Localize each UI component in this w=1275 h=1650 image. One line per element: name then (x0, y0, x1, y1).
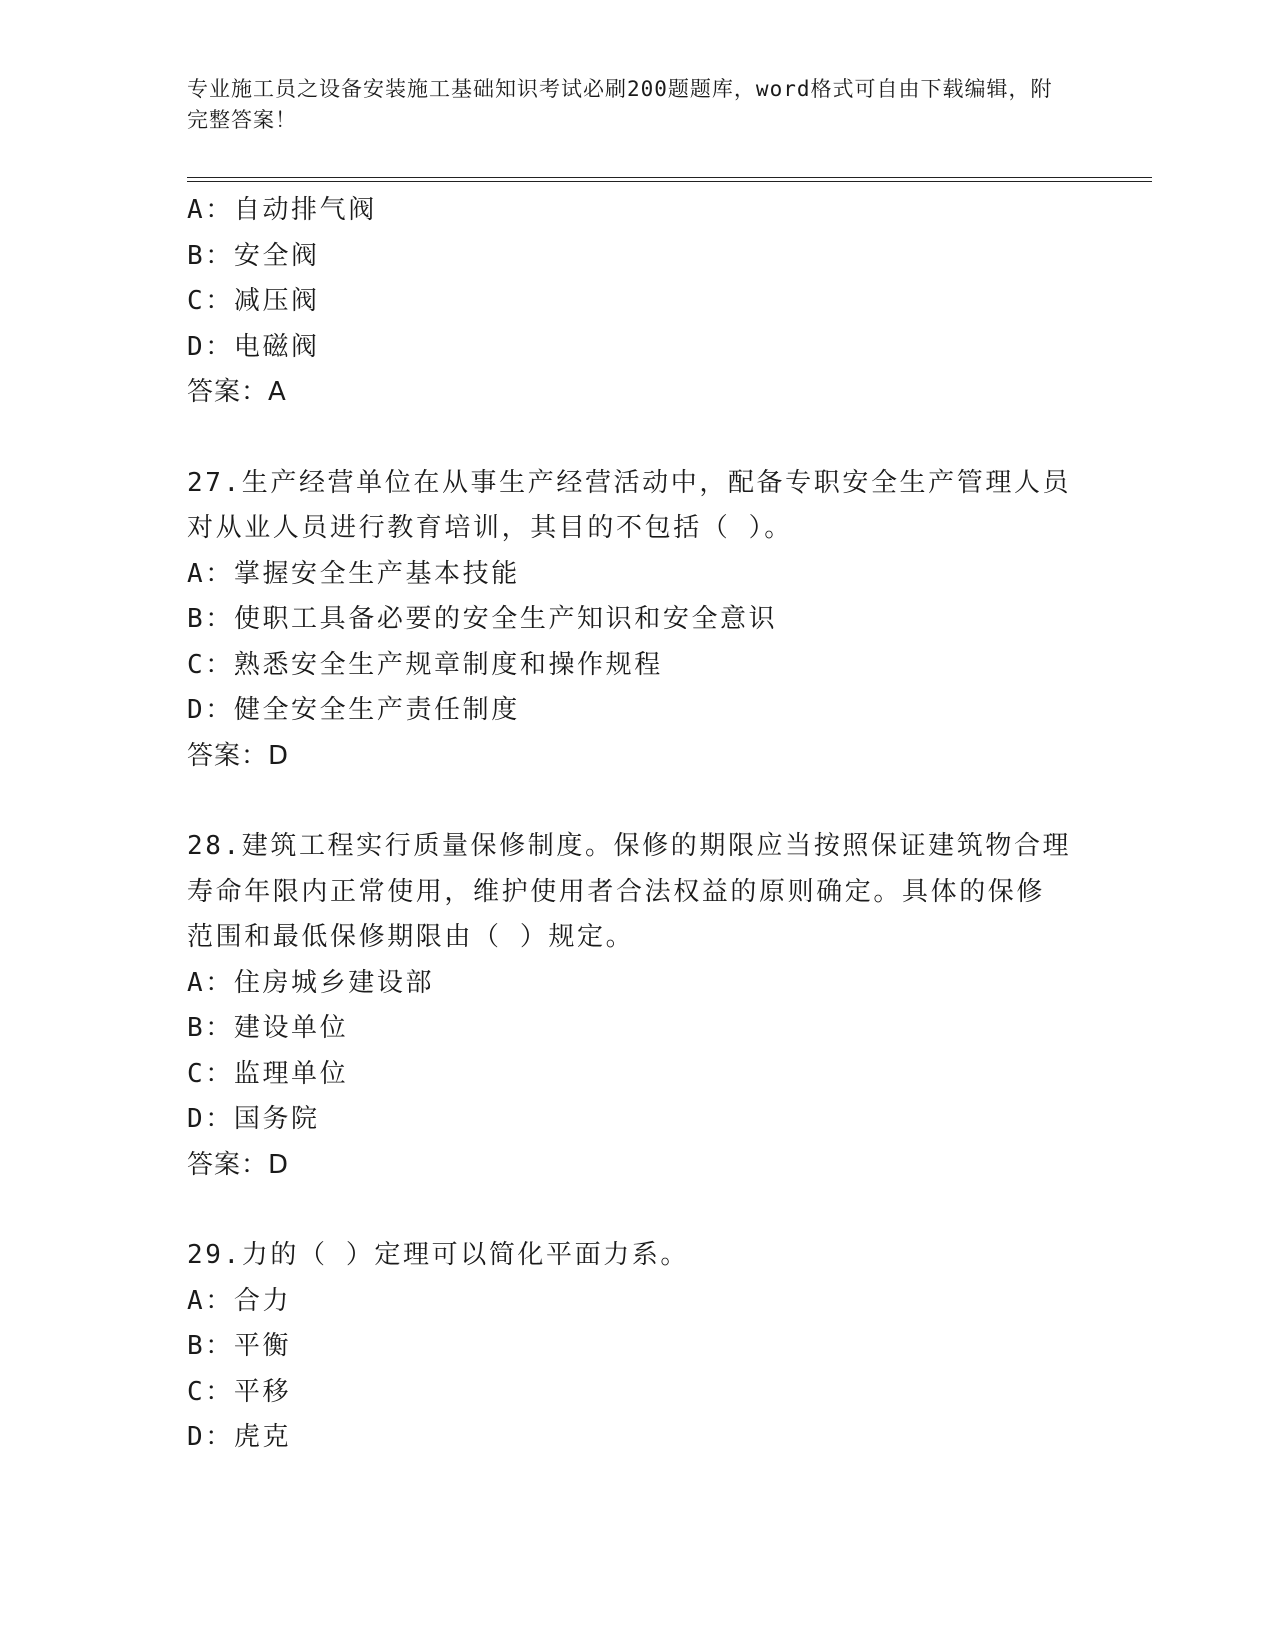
question-block-27 (187, 461, 1087, 780)
question-block-29 (187, 1233, 1087, 1461)
option-c: C：监理单位 (187, 1058, 349, 1089)
question-text-line: 范围和最低保修期限由（ ）规定。 (187, 922, 635, 952)
option-b: B：建设单位 (187, 1013, 349, 1043)
option-d: D：电磁阀 (187, 331, 320, 362)
option-a: A：掌握安全生产基本技能 (187, 558, 520, 589)
header-rule-top (187, 177, 1152, 178)
question-text-line: 29.力的（ ）定理可以简化平面力系。 (187, 1240, 690, 1270)
option-c: C：熟悉安全生产规章制度和操作规程 (187, 649, 663, 680)
option-c: C：平移 (187, 1376, 292, 1407)
option-a: A：住房城乡建设部 (187, 967, 435, 998)
question-block-26 (187, 188, 1087, 416)
option-d: D：虎克 (187, 1422, 292, 1452)
question-block-28 (187, 824, 1087, 1188)
option-a: A：合力 (187, 1285, 292, 1316)
answer-line: 答案：D (187, 740, 290, 771)
question-text-line: 寿命年限内正常使用，维护使用者合法权益的原则确定。具体的保修 (187, 876, 1046, 907)
option-d: D：健全安全生产责任制度 (187, 695, 520, 725)
question-text-line: 28.建筑工程实行质量保修制度。保修的期限应当按照保证建筑物合理 (187, 831, 1072, 861)
option-d: D：国务院 (187, 1104, 320, 1134)
header-rule-bottom (187, 181, 1152, 182)
question-text-line: 对从业人员进行教育培训，其目的不包括（ ）。 (187, 513, 793, 543)
option-a: A：自动排气阀 (187, 195, 377, 225)
option-c: C：减压阀 (187, 286, 320, 316)
answer-line: 答案：D (187, 1149, 290, 1180)
option-b: B：平衡 (187, 1331, 292, 1361)
question-text-line: 27.生产经营单位在从事生产经营活动中，配备专职安全生产管理人员 (187, 467, 1072, 498)
option-b: B：安全阀 (187, 240, 320, 271)
document-body (187, 188, 1087, 1461)
option-b: B：使职工具备必要的安全生产知识和安全意识 (187, 604, 778, 634)
answer-line: 答案：A (187, 377, 287, 407)
document-header: 专业施工员之设备安装施工基础知识考试必刷200题题库，word格式可自由下载编辑，附完整答案！ (187, 77, 1053, 132)
